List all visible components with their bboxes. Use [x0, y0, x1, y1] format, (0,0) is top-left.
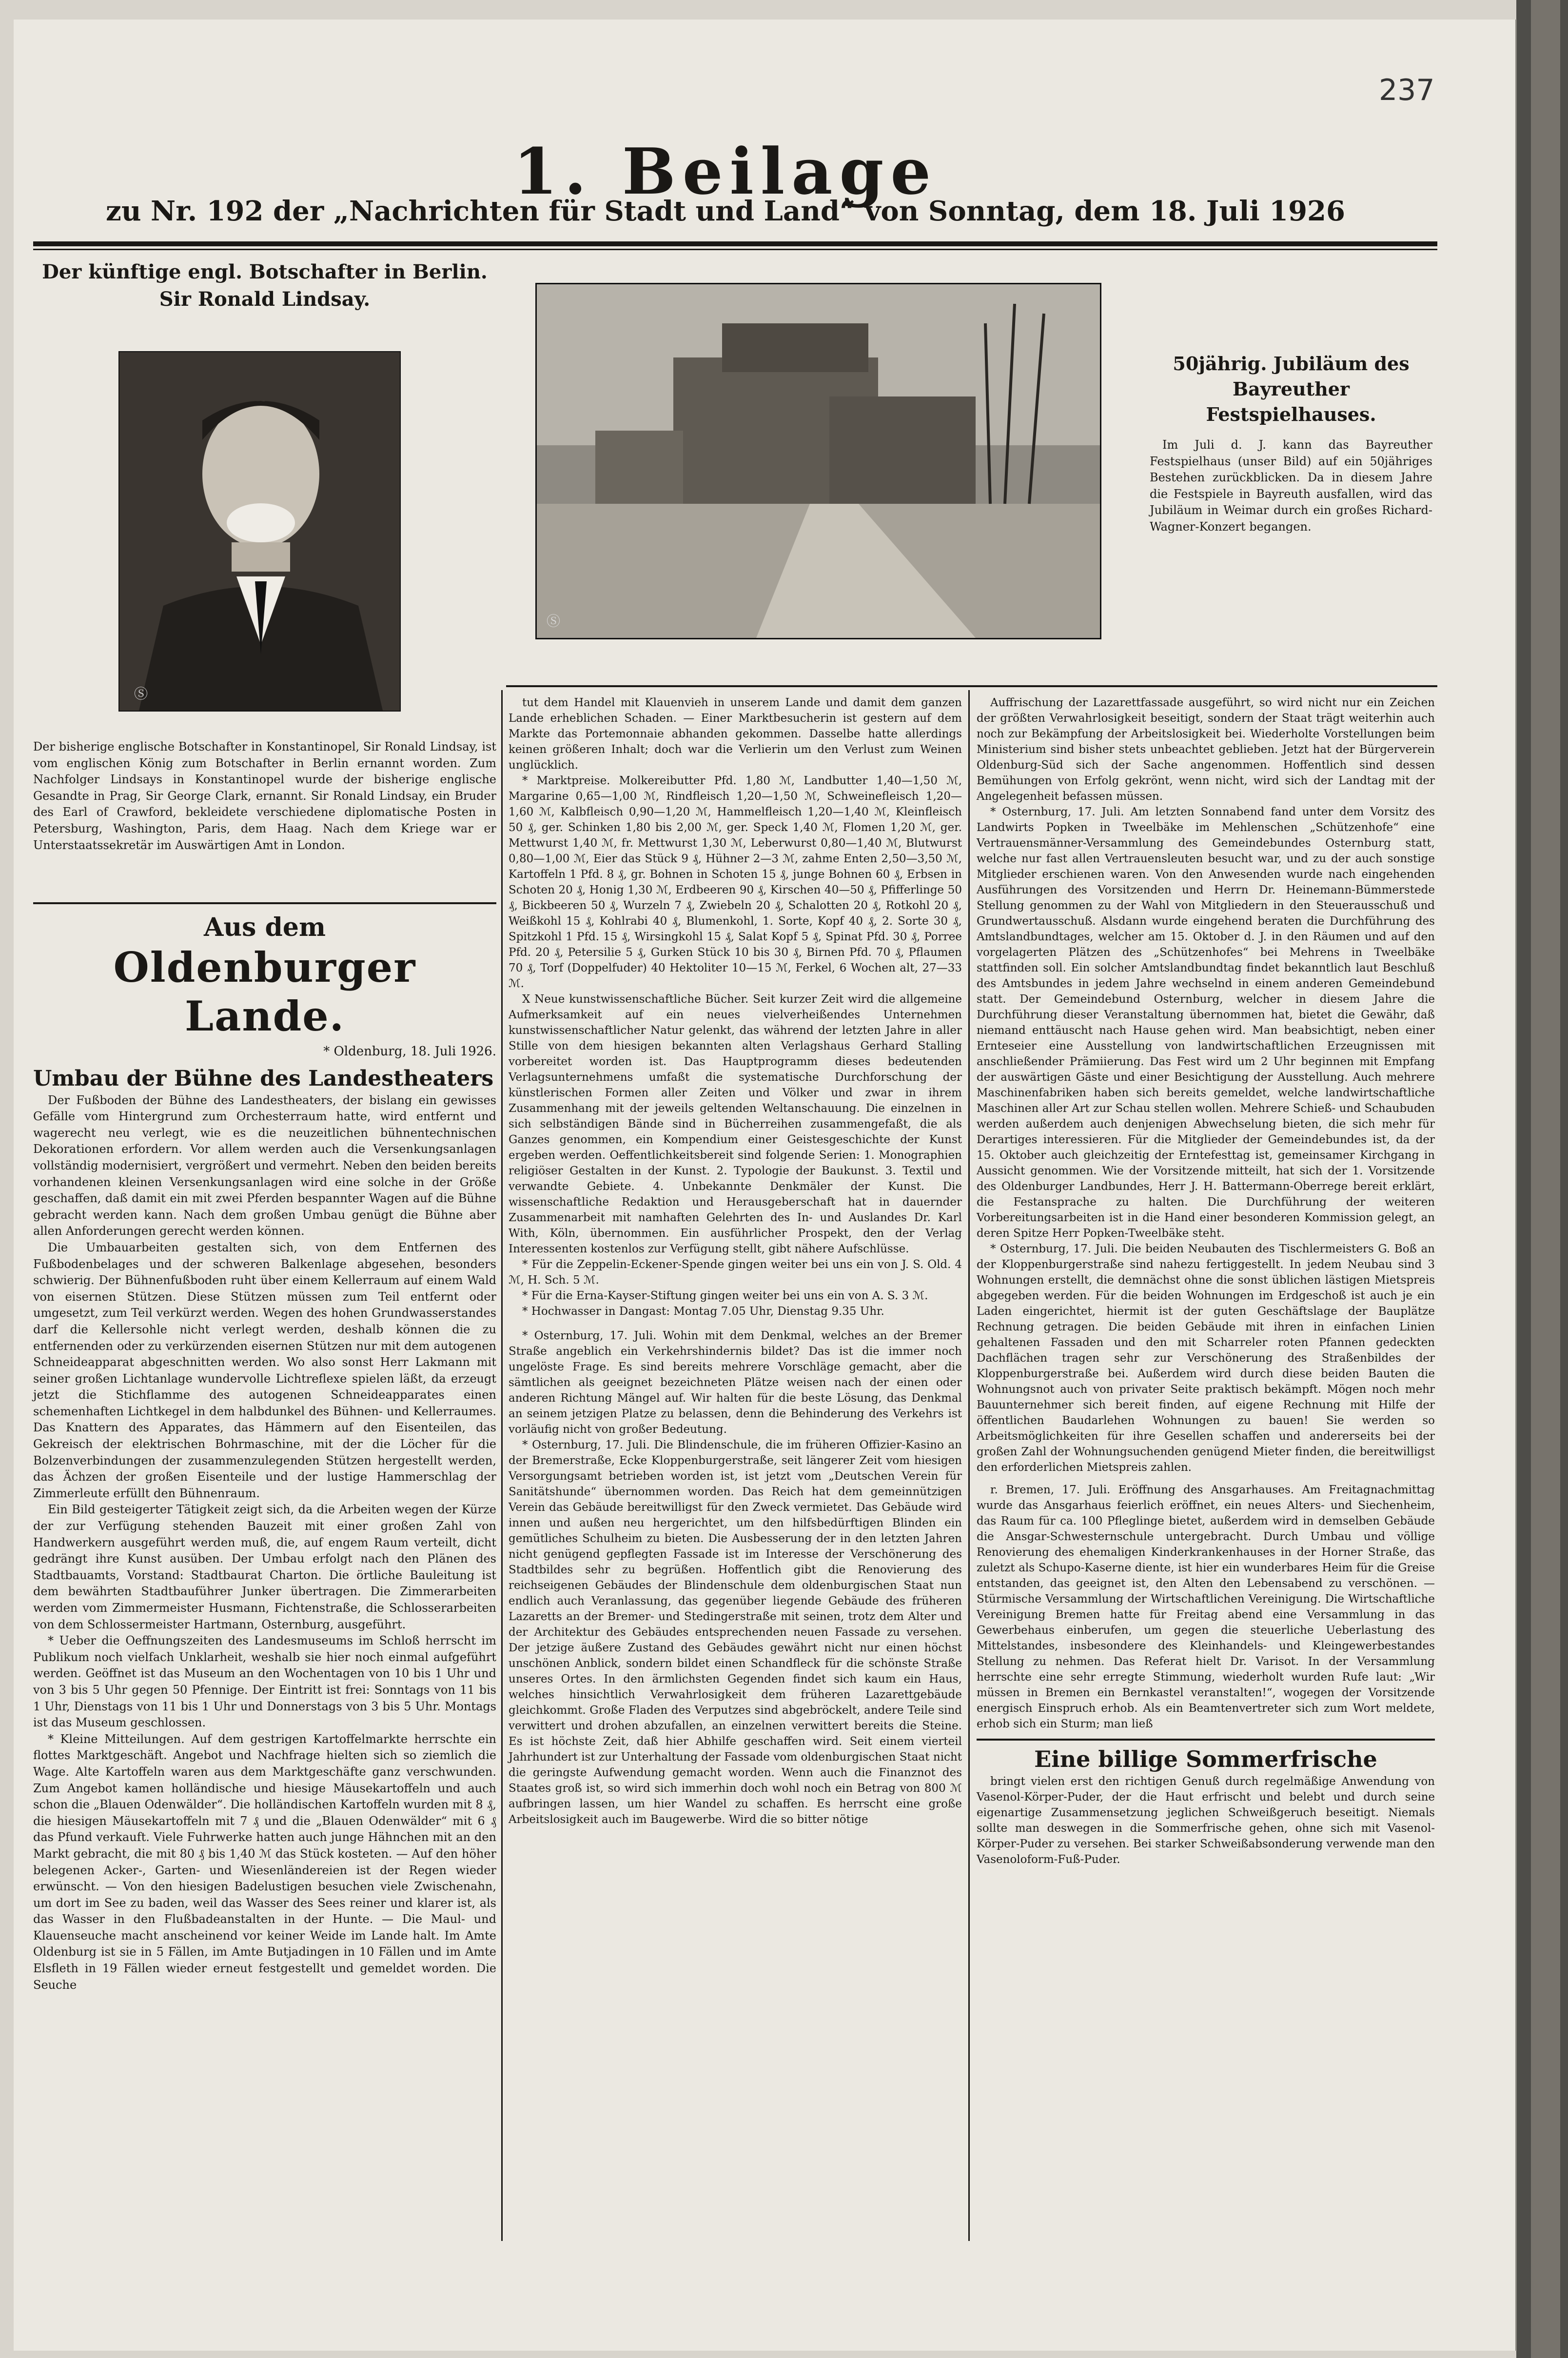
col2-paragraph: tut dem Handel mit Klauenvieh in unserem Lande und damit dem ganzen Lande erheblichen Schaden. — Einer Marktbesucherin ist gestern auf dem Markte das Portemonnaie abhanden gekommen. Dasselbe hatte allerdings keinen größeren Inhalt; doch war die Verlierin um den Verlust zum Weinen unglücklich.: [509, 696, 962, 772]
dateline: * Oldenburg, 18. Juli 1926.: [323, 1044, 496, 1059]
jubilee-headline: 50jährig. Jubiläum des Bayreuther Festspielhauses.: [1173, 353, 1410, 425]
book-spine-edge: [1531, 0, 1560, 2358]
masthead-title: 1. Beilage: [513, 134, 938, 209]
oldenburg-section: [33, 912, 496, 1993]
col3-paragraph: Auffrischung der Lazarettfassade ausgeführt, so wird nicht nur ein Zeichen der größten Verwahrlosigkeit beseitigt, sondern der Staat trägt weiterhin auch noch zur Bekämpfung der Arbeitslosigkeit bei. Wiederholte Vorstellungen beim Ministerium sind bisher stets unbeachtet geblieben. Jetzt hat der Bürgerverein Oldenburg-Süd sich der Sache angenommen. Hoffentlich sind dessen Bemühungen von Erfolg gekrönt, wenn nicht, wird sich der Landtag mit der Angelegenheit befassen müssen.: [977, 696, 1435, 803]
page-number: 237: [1379, 73, 1435, 107]
col2-paragraph: * Osternburg, 17. Juli. Die Blindenschule, die im früheren Offizier-Kasino an der Bremerstraße, Ecke Kloppenburgerstraße, seit längerer Zeit vom hiesigen Versorgungsamt betrieben worden ist, ist jetzt vom „Deutschen Verein für Sanitätshunde“ übernommen worden. Das Reich hat dem gemeinnützigen Verein das Gebäude bereitwilligst für den Zweck vermietet. Das Gebäude wird innen und außen neu hergerichtet, um den hilfsbedürftigen Blinden ein gemütliches Schulheim zu bieten. Die Ausbesserung der in den letzten Jahren nicht genügend gepflegten Fassade ist im Interesse der Verschönerung des Stadtbildes sehr zu begrüßen. Hoffentlich gibt die Renovierung des reichseigenen Gebäudes der Blindenschule dem oldenburgischen Staat nun endlich auch Veranlassung, das gegenüber liegende Gebäude des früheren Lazaretts an der Bremer- und Stedingerstraße mit seinen, trotz dem Alter und der Architektur des Gebäudes entsprechenden neuen Fassade zu versehen. Der jetzige äußere Zustand des Gebäudes gewährt nicht nur einen höchst unschönen Anblick, sondern bildet einen Schandfleck für die schönste Straße unseres Ortes. In den ärmlichsten Gegenden findet sich kaum ein Haus, welches hinsichtlich Verwahrlosigkeit dem früheren Lazarettgebäude gleichkommt. Große Fladen des Verputzes sind abgebröckelt, andere Teile sind verwittert und drohen abzufallen, an einzelnen verwittert bereits die Steine. Es ist höchste Zeit, daß hier Abhilfe geschaffen wird. Seit einem vierteil Jahrhundert ist zur Unterhaltung der Fassade vom oldenburgischen Staat nicht die geringste Aufwendung gemacht worden. Wenn auch die Finanznot des Staates groß ist, so wird sich immerhin doch wohl noch ein Betrag von 800 ℳ aufbringen lassen, um hier Wandel zu schaffen. Es herrscht eine große Arbeitslosigkeit auch im Baugewerbe. Wird die so bitter nötige: [509, 1439, 962, 1826]
col2-paragraph: X Neue kunstwissenschaftliche Bücher. Seit kurzer Zeit wird die allgemeine Aufmerksamkeit auf ein neues vielverheißendes Unternehmen kunstwissenschaftlicher Natur gelenkt, das während der letzten Jahre in aller Stille von dem hiesigen bekannten alten Verlagshaus Gerhard Stalling vorbereitet worden ist. Das Hauptprogramm dieses bedeutenden Verlagsunternehmens umfaßt die systematische Durchforschung der künstlerischen Formen aller Zeiten und Völker und zwar in ihrem Zusammenhang mit der jeweils geltenden Weltanschauung. Die einzelnen in sich selbständigen Bände sind in Bücherreihen zusammengefaßt, die als Ganzes genommen, ein Kompendium einer Geistesgeschichte der Kunst ergeben werden. Oeffentlichkeitsbereit sind folgende Serien: 1. Monographien religiöser Gestalten in der Kunst. 2. Typologie der Baukunst. 3. Textil und verwandte Gebiete. 4. Unbekannte Denkmäler der Kunst. Die wissenschaftliche Redaktion und Herausgeberschaft hat in dauernder Zusammenarbeit mit namhaften Gelehrten des In- und Auslandes Dr. Karl With, Köln, übernommen. Ein ausführlicher Prospekt, den der Verlag Interessenten kostenlos zur Verfügung stellt, gibt nähere Aufschlüsse.: [509, 993, 962, 1255]
col2-paragraph: * Für die Erna-Kayser-Stiftung gingen weiter bei uns ein von A. S. 3 ℳ.: [522, 1289, 928, 1302]
col2-paragraph: * Osternburg, 17. Juli. Wohin mit dem Denkmal, welches an der Bremer Straße angeblich ein Verkehrshindernis bildet? Das ist die immer noch ungelöste Frage. Es sind bereits mehrere Vorschläge gemacht, aber die sämtlichen als geeignet bezeichneten Plätze weisen nach der einen oder anderen Richtung Mängel auf. Wir halten für die beste Lösung, das Denkmal an seinem jetzigen Platze zu belassen, denn die Behinderung des Verkehrs ist vorläufig nicht von großer Bedeutung.: [509, 1329, 962, 1436]
section-pre: Aus dem: [204, 912, 326, 942]
article-paragraph: Der Fußboden der Bühne des Landestheaters, der bislang ein gewisses Gefälle vom Hintergrund zum Orchesterraum hatte, wird entfernt und wagerecht neu verlegt, wie es die neuzeitlichen bühnentechnischen Dekorationen erfordern. Vor allem werden auch die Versenkungsanlagen vollständig modernisiert, vergrößert und vermehrt. Neben den beiden bereits vorhandenen kleinen Versenkungsanlagen wird eine solche in der Größe geschaffen, daß damit ein mit zwei Pferden bespannter Wagen auf die Bühne gebracht werden kann. Nach dem großen Umbau genügt die Bühne aber allen Anforderungen gerecht werden können.: [33, 1093, 496, 1238]
col2-paragraph: * Marktpreise. Molkereibutter Pfd. 1,80 ℳ, Landbutter 1,40—1,50 ℳ, Margarine 0,65—1,00 ℳ, Rindfleisch 1,20—1,50 ℳ, Schweinefleisch 1,20—1,60 ℳ, Kalbfleisch 0,90—1,20 ℳ, Hammelfleisch 1,20—1,40 ℳ, Kleinfleisch 50 ₰, ger. Schinken 1,80 bis 2,00 ℳ, ger. Speck 1,40 ℳ, Flomen 1,20 ℳ, ger. Mettwurst 1,40 ℳ, fr. Mettwurst 1,30 ℳ, Leberwurst 0,80—1,40 ℳ, Blutwurst 0,80—1,00 ℳ, Eier das Stück 9 ₰, Hühner 2—3 ℳ, zahme Enten 2,50—3,50 ℳ, Kartoffeln 1 Pfd. 8 ₰, gr. Bohnen in Schoten 15 ₰, junge Bohnen 60 ₰, Erbsen in Schoten 20 ₰, Honig 1,30 ℳ, Erdbeeren 90 ₰, Kirschen 40—50 ₰, Pfifferlinge 50 ₰, Bickbeeren 50 ₰, Wurzeln 7 ₰, Zwiebeln 20 ₰, Schalotten 20 ₰, Rotkohl 20 ₰, Weißkohl 15 ₰, Kohlrabi 40 ₰, Blumenkohl, 1. Sorte, Kopf 40 ₰, 2. Sorte 30 ₰, Spitzkohl 1 Pfd. 15 ₰, Wirsingkohl 15 ₰, Salat Kopf 5 ₰, Spinat Pfd. 30 ₰, Porree Pfd. 20 ₰, Petersilie 5 ₰, Gurken Stück 10 bis 30 ₰, Birnen Pfd. 70 ₰, Pflaumen 70 ₰, Torf (Doppelfuder) 40 Hektoliter 10—15 ℳ, Ferkel, 6 Wochen alt, 27—33 ℳ.: [509, 774, 962, 990]
col3-paragraph: * Osternburg, 17. Juli. Am letzten Sonnabend fand unter dem Vorsitz des Landwirts Popken in Tweelbäke im Mehlenschen „Schützenhofe“ eine Vertrauensmänner-Versammlung des Gemeindebundes Osternburg statt, welche nur fast allen Vertrauensleuten besucht war, und zu der auch sonstige Mitglieder erschienen waren. Von den Anwesenden wurde nach eingehenden Ausführungen des Vorsitzenden und Herrn Dr. Heinemann-Bümmerstede Stellung genommen zu der Wahl von Mitgliedern in den Steuerausschuß und Grundwertausschuß. Alsdann wurde eingehend beraten die Durchführung des Amtslandbundtages, welcher am 15. Oktober d. J. in den Räumen und auf den vorgelagerten Plätzen des „Schützenhofes“ bei Mehrens in Tweelbäke stattfinden soll. Ein solcher Amtslandbundtag findet bekanntlich laut Beschluß des Amtsbundes in jedem Jahre wechselnd in einem anderen Gemeindebund statt. Der Gemeindebund Osternburg, welcher in diesem Jahre die Durchführung dieser Veranstaltung übernommen hat, bietet die Gewähr, daß niemand enttäuscht nach Hause gehen wird. Man beabsichtigt, neben einer Ernteseier eine Ausstellung von landwirtschaftlichen Erzeugnissen mit anschließender Prämiierung. Das Fest wird um 2 Uhr beginnen mit Empfang der auswärtigen Gäste und einer Besichtigung der Ausstellung. Auch mehrere Maschinenfabriken haben sich bereits gemeldet, welche landwirtschaftliche Maschinen aller Art zur Schau stellen wollen. Mehrere Schieß- und Schaubuden werden außerdem auch denjenigen Abwechselung bieten, die sich mehr für Derartiges interessieren. Für die Mitglieder der Gemeindebundes ist, da der 15. Oktober auch gleichzeitig der Erntefesttag ist, gemeinsamer Kirchgang in Aussicht genommen. Wie der Vorsitzende mitteilt, hat sich der 1. Vorsitzende des Oldenburger Landbundes, Herr J. H. Battermann-Oberrege bereit erklärt, die Festansprache zu halten. Die Durchführung der weiteren Vorbereitungsarbeiten ist in die Hand einer besonderen Kommission gelegt, an deren Spitze Herr Popken-Tweelbäke steht.: [977, 806, 1435, 1240]
section-title: Oldenburger Lande.: [113, 943, 416, 1040]
article-paragraph: * Ueber die Oeffnungszeiten des Landesmuseums im Schloß herrscht im Publikum noch vielfach Unklarheit, weshalb sie hier noch einmal aufgeführt werden. Geöffnet ist das Museum an den Wochentagen von 10 bis 1 Uhr und von 3 bis 5 Uhr gegen 50 Pfennige. Der Eintritt ist frei: Sonntags von 11 bis 1 Uhr, Dienstags von 11 bis 1 Uhr und Donnerstags von 3 bis 5 Uhr. Montags ist das Museum geschlossen.: [33, 1634, 496, 1730]
ambassador-caption: [33, 739, 496, 853]
photo1-credit: Ⓢ: [134, 686, 148, 702]
col3-paragraph: r. Bremen, 17. Juli. Eröffnung des Ansgarhauses. Am Freitagnachmittag wurde das Ansgarhaus feierlich eröffnet, ein neues Alters- und Siechenheim, das Raum für ca. 100 Pfleglinge bietet, außerdem wird in demselben Gebäude die Ansgar-Schwesternschule untergebracht. Durch Umbau und völlige Renovierung des ehemaligen Kinderkrankenhauses in der Horner Straße, das zuletzt als Schupo-Kaserne diente, ist hier ein wunderbares Heim für die Greise entstanden, das geeignet ist, den Alten den Lebensabend zu verschönen. — Stürmische Versammlung der Wirtschaftlichen Vereinigung. Die Wirtschaftliche Vereinigung Bremen hatte für Freitag abend eine Versammlung in das Gewerbehaus einberufen, um gegen die steuerliche Ueberlastung des Mittelstandes, insbesondere des Kleinhandels- und Kleingewerbestandes Stellung zu nehmen. Das Referat hielt Dr. Varisot. In der Versammlung herrschte eine sehr erregte Stimmung, wiederholt wurden Rufe laut: „Wir müssen in Bremen ein Bernkastel veranstalten!“, wogegen der Vorsitzende energisch Einspruch erhob. Als ein Beamtenvertreter sich zum Wort meldete, erhob sich ein Sturm; man ließ: [977, 1484, 1435, 1730]
article-paragraph: Die Umbauarbeiten gestalten sich, von dem Entfernen des Fußbodenbelages und der schweren Balkenlage abgesehen, besonders schwierig. Der Bühnenfußboden ruht über einem Kellerraum auf einem Wald von eisernen Stützen. Diese Stützen müssen zum Teil entfernt oder umgesetzt, zum Teil verkürzt werden. Wegen des hohen Grundwasserstandes darf die Kellersohle nicht verlegt werden, deshalb können die zu entfernenden oder zu verkürzenden eisernen Stützen nur mit dem autogenen Schneideapparat abgeschnitten werden. Wo also sonst Herr Lakmann mit seiner großen Lichtanlage wundervolle Lichtreflexe spielen läßt, da erzeugt jetzt die Stichflamme des autogenen Schneideapparates einen schemenhaften Lichtkegel in dem halbdunkel des Bühnen- und Kellerraumes. Das Knattern des Apparates, das Hämmern auf den Eisenteilen, das Gekreisch der elektrischen Bohrmaschine, mit der die Löcher für die Bolzenverbindungen der zusammenzulegenden Stützen hergestellt werden, das Ächzen der großen Eisenteile und der lustige Hammerschlag der Zimmerleute erfüllt den Bühnenraum.: [33, 1240, 496, 1500]
portrait-image: [119, 352, 400, 711]
column1-rule: [33, 902, 496, 904]
festspielhaus-image: [537, 284, 1100, 638]
photo-bayreuth-festspielhaus: [535, 283, 1101, 639]
column-1: [33, 258, 496, 313]
masthead-rule-thin: [33, 249, 1437, 250]
col3-paragraph: * Osternburg, 17. Juli. Die beiden Neubauten des Tischlermeisters G. Boß an der Kloppenburgerstraße sind nahezu fertiggestellt. In jedem Neubau sind 3 Wohnungen erstellt, die demnächst ohne die sonst üblichen lästigen Mietspreis abgegeben werden. Für die beiden Wohnungen im Erdgeschoß ist auch je ein Laden eingerichtet, hiermit ist der guten Geschäftslage der Bauplätze Rechnung getragen. Die beiden Gebäude mit ihren in einfachen Linien gehaltenen Fassaden und den mit Scharreler roten Pfannen gedeckten Dachflächen tragen sehr zur Verschönerung des Straßenbildes der Kloppenburgerstraße bei. Außerdem wird durch diese beiden Bauten die Wohnungsnot auch von privater Seite praktisch bekämpft. Mögen noch mehr Bauunternehmer sich bereit finden, auf eigene Rechnung mit Hilfe der öffentlichen Baudarlehen Wohnungen zu bauen! Sie werden so Arbeitsmöglichkeiten für ihre Gesellen schaffen und andererseits bei der großen Zahl der Wohnungsuchenden genügend Mieter finden, die bereitwilligst den erforderlichen Mietspreis zahlen.: [977, 1243, 1435, 1474]
jubilee-box: [1150, 351, 1432, 535]
column-3: [977, 695, 1435, 1867]
photo-ronald-lindsay: [118, 351, 401, 712]
column-divider-1: [501, 690, 503, 2241]
ad-text: bringt vielen erst den richtigen Genuß durch regelmäßige Anwendung von Vasenol-Körper-Puder, der die Haut erfrischt und belebt und durch seine eigenartige Zusammensetzung jeglichen Schweißgeruch beseitigt. Niemals sollte man deswegen in die Sommerfrische gehen, ohne sich mit Vasenol-Körper-Puder zu versehen. Bei starker Schweißabsonderung verwende man den Vasenoloform-Fuß-Puder.: [977, 1775, 1435, 1866]
ambassador-headline: Der künftige engl. Botschafter in Berlin. Sir Ronald Lindsay.: [42, 260, 488, 311]
jubilee-text: Im Juli d. J. kann das Bayreuther Festspielhaus (unser Bild) auf ein 50jähriges Bestehen zurückblicken. Da in diesem Jahre die Festspiele in Bayreuth ausfallen, wird das Jubiläum in Weimar durch ein großes Richard-Wagner-Konzert begangen.: [1150, 438, 1432, 534]
col2-paragraph: * Hochwasser in Dangast: Montag 7.05 Uhr, Dienstag 9.35 Uhr.: [522, 1305, 884, 1318]
col2-paragraph: * Für die Zeppelin-Eckener-Spende gingen weiter bei uns ein von J. S. Old. 4 ℳ, H. Sch. 5 ℳ.: [509, 1258, 962, 1287]
ad-rule: [977, 1739, 1435, 1741]
ad-headline: Eine billige Sommerfrische: [1034, 1746, 1377, 1772]
article-paragraph: Ein Bild gesteigerter Tätigkeit zeigt sich, da die Arbeiten wegen der Kürze der zur Verfügung stehenden Bauzeit mit einer großen Zahl von Handwerkern ausgeführt werden muß, die, auf engem Raum verteilt, dicht gedrängt ihre Kunst ausüben. Der Umbau erfolgt nach den Plänen des Stadtbauamts, Vorstand: Stadtbaurat Charton. Die örtliche Bauleitung ist dem bewährten Stadtbauführer Junker übertragen. Die Zimmerarbeiten werden vom Zimmermeister Husmann, Fichtenstraße, die Schlosserarbeiten von dem Schlossermeister Hartmann, Osternburg, ausgeführt.: [33, 1503, 496, 1631]
column-divider-2: [968, 690, 970, 2241]
masthead-rule: [33, 241, 1437, 246]
photo2-credit: Ⓢ: [547, 613, 561, 629]
masthead-subline: zu Nr. 192 der „Nachrichten für Stadt und Land“ von Sonntag, dem 18. Juli 1926: [106, 195, 1345, 227]
column-2: [509, 695, 962, 1827]
article-paragraph: * Kleine Mitteilungen. Auf dem gestrigen Kartoffelmarkte herrschte ein flottes Marktgeschäft. Angebot und Nachfrage hielten sich so ziemlich die Wage. Alte Kartoffeln waren aus dem Marktgeschäfte ganz verschwunden. Zum Angebot kamen holländische und hiesige Mäusekartoffeln und auch schon die „Blauen Odenwälder“. Die holländischen Kartoffeln wurden mit 8 ₰, die hiesigen Mäusekartoffeln mit 7 ₰ und die „Blauen Odenwälder“ mit 6 ₰ das Pfund verkauft. Viele Fuhrwerke hatten auch junge Hähnchen mit an den Markt gebracht, die mit 80 ₰ bis 1,40 ℳ das Stück kosteten. — Auf den höher belegenen Acker-, Garten- und Wiesenländereien ist der Regen wieder erwünscht. — Von den hiesigen Badelustigen besuchen viele Zwischenahn, um dort im See zu baden, weil das Wasser des Sees reiner und klarer ist, als das Wasser in den Flußbadeanstalten in der Hunte. — Die Maul- und Klauenseuche macht anscheinend vor keiner Weide im Lande halt. Im Amte Oldenburg ist sie in 5 Fällen, im Amte Butjadingen in 10 Fällen und im Amte Elsfleth in 19 Fällen wieder erneut festgestellt und gemeldet worden. Die Seuche: [33, 1732, 496, 1992]
caption-text: Der bisherige englische Botschafter in Konstantinopel, Sir Ronald Lindsay, ist vom englischen König zum Botschafter in Berlin ernannt worden. Zum Nachfolger Lindsays in Konstantinopel wurde der bisherige englische Gesandte in Prag, Sir George Clark, ernannt. Sir Ronald Lindsay, ein Bruder des Earl of Crawford, bekleidete verschiedene diplomatische Posten in Petersburg, Washington, Paris, dem Haag. Nach dem Kriege war er Unterstaatssekretär im Auswärtigen Amt in London.: [33, 740, 496, 852]
photo-row-rule: [506, 685, 1437, 687]
newspaper-page: [14, 20, 1517, 2351]
article-headline: Umbau der Bühne des Landestheaters: [33, 1066, 494, 1091]
